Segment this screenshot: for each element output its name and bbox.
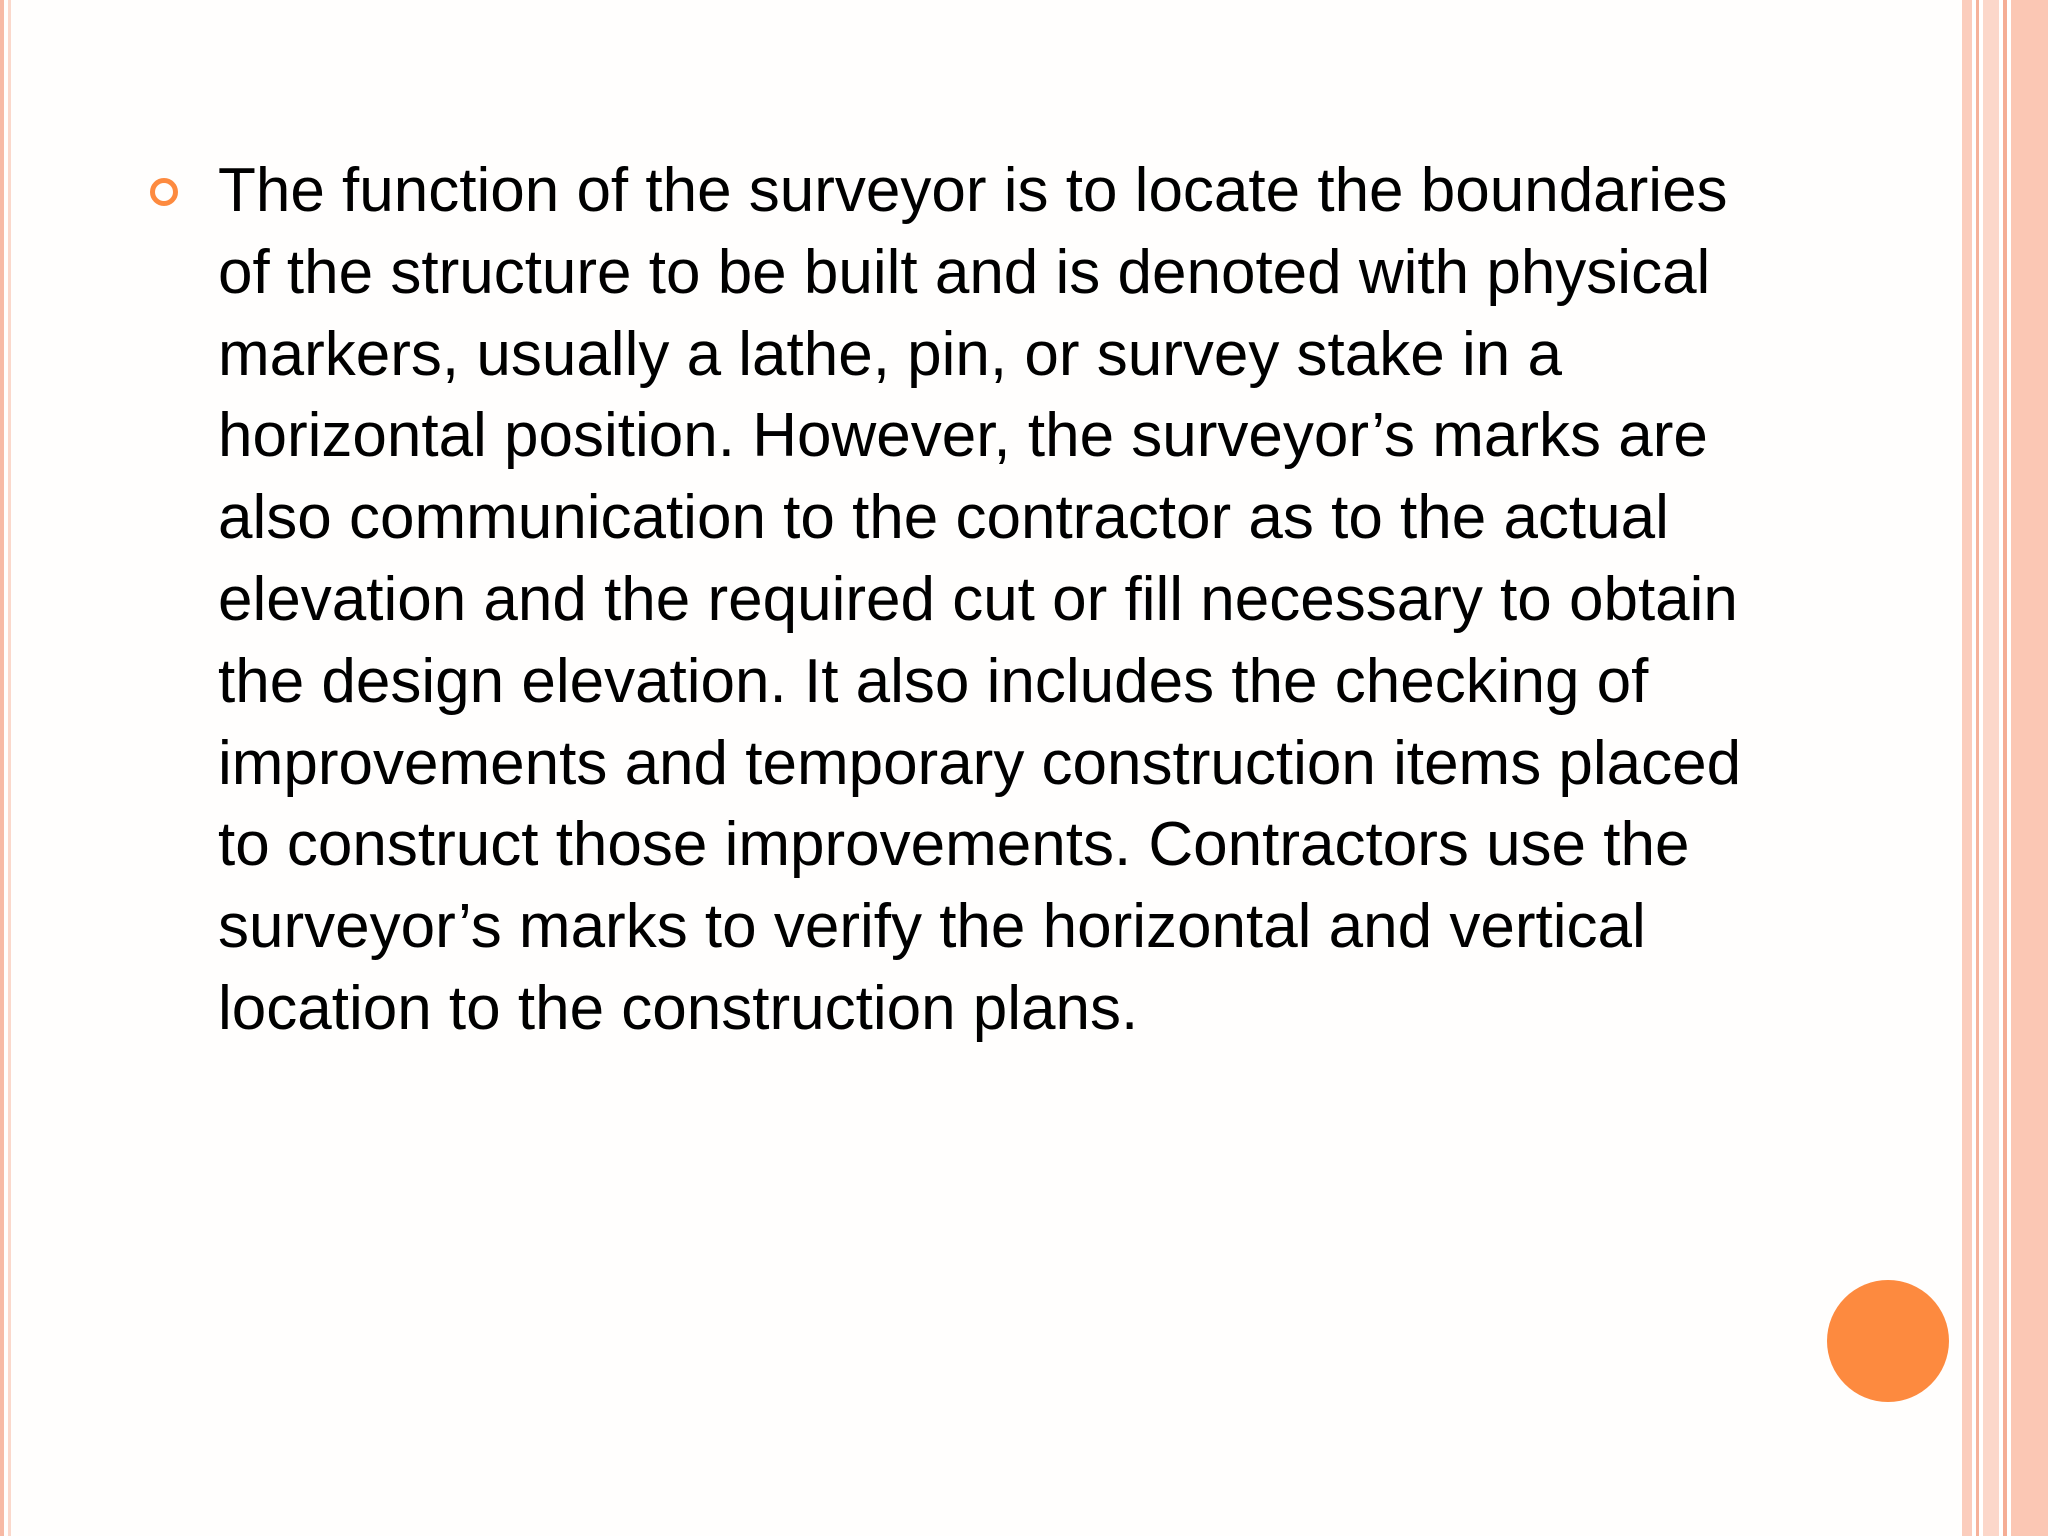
right-border-stripe	[2003, 0, 2007, 1536]
right-border-stripe	[1962, 0, 1972, 1536]
slide-body	[150, 150, 1790, 1050]
left-border-stripe	[8, 0, 11, 1536]
right-border-stripe	[1976, 0, 1979, 1536]
circle-outline-bullet-icon	[150, 178, 178, 206]
left-border-stripe	[0, 0, 4, 1536]
bullet-text: The function of the surveyor is to locate the boundaries of the structure to be built and is denoted with physical markers, usually a lathe, pin, or survey stake in a horizontal position. However, the surveyor’s marks are also communication to the contractor as to the actual elevation and the required cut or fill necessary to obtain the design elevation. It also includes the checking of improvements and temporary construction items placed to construct those improvements. Contractors use the surveyor’s marks to verify the horizontal and vertical location to the construction plans.	[218, 156, 1742, 1043]
bullet-item	[150, 150, 1790, 1050]
right-border-stripe	[1983, 0, 1999, 1536]
accent-circle-icon	[1827, 1280, 1949, 1402]
right-border-stripe	[2011, 0, 2048, 1536]
